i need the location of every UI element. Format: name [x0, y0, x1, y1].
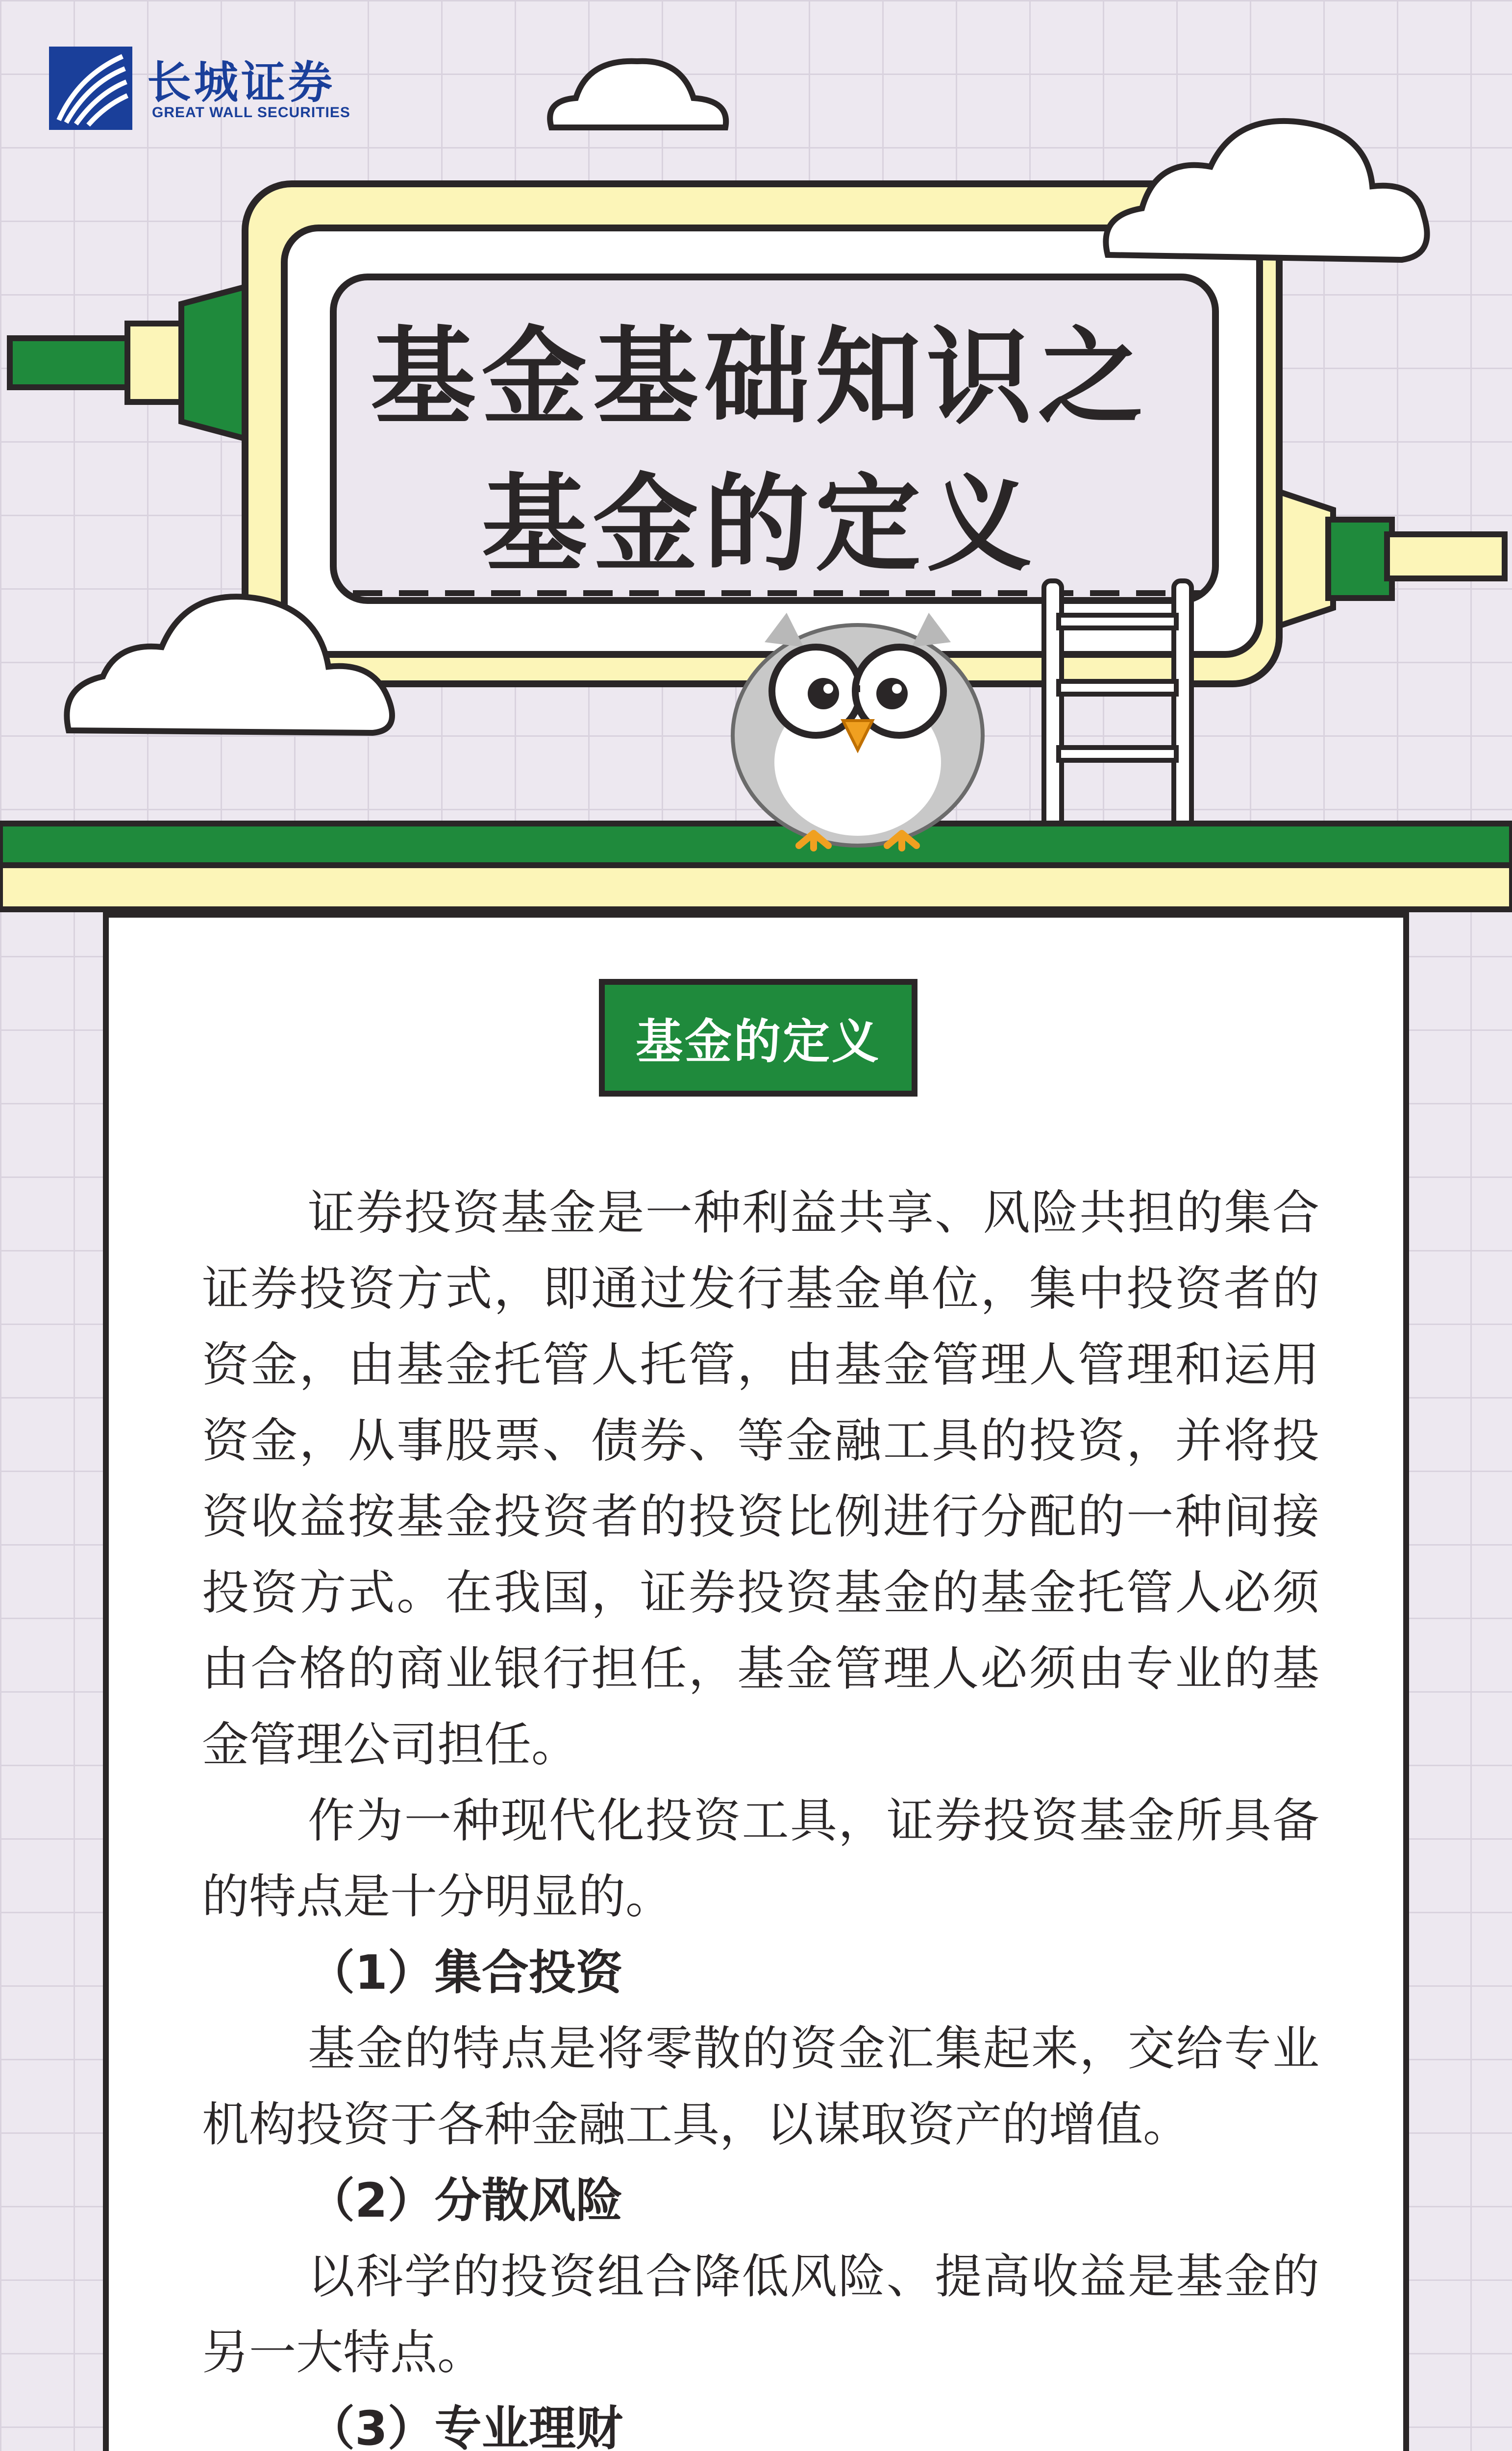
title-line-1: 基金基础知识之 — [370, 316, 1149, 439]
section-heading: （1）集合投资 — [308, 1945, 623, 2000]
brand-name-cn: 长城证券 — [147, 57, 335, 108]
brand-logo — [49, 47, 402, 130]
right-pipe-icon — [1274, 490, 1505, 627]
brand-name-en: GREAT WALL SECURITIES — [152, 104, 350, 121]
paragraph: 基金的特点是将零散的资金汇集起来，交给专业机构投资于各种金融工具，以谋取资产的增值。 — [202, 2021, 1319, 2152]
paragraph: 以科学的投资组合降低风险、提高收益是基金的另一大特点。 — [202, 2249, 1319, 2380]
definition-badge — [599, 979, 917, 1097]
definition-body — [202, 1175, 1319, 2451]
ground-bar — [0, 824, 1512, 868]
section-heading: （2）分散风险 — [308, 2173, 623, 2228]
page-title — [338, 304, 1181, 608]
paragraph: 证券投资基金是一种利益共享、风险共担的集合证券投资方式，即通过发行基金单位，集中投资者的资金，由基金托管人托管，由基金管理人管理和运用资金，从事股票、债券、等金融工具的投资，并将投资收益按基金投资者的投资比例进行分配的一种间接投资方式。在我国，证券投资基金的基金托管人必须由合格的商业银行担任，基金管理人必须由专业的基金管理公司担任。 — [202, 1185, 1319, 1772]
definition-badge-label: 基金的定义 — [636, 1014, 881, 1069]
cloud-icon — [1106, 121, 1427, 260]
definition-card — [103, 912, 1409, 2451]
ladder-icon — [1044, 581, 1191, 855]
title-line-2: 基金的定义 — [481, 463, 1038, 586]
cloud-icon — [550, 61, 726, 127]
left-pipe-icon — [10, 284, 255, 441]
section-heading: （3）专业理财 — [308, 2401, 623, 2451]
paragraph: 作为一种现代化投资工具，证券投资基金所具备的特点是十分明显的。 — [202, 1793, 1319, 1924]
great-wall-logo-icon — [49, 47, 132, 130]
ground-bar-cream — [0, 865, 1512, 909]
